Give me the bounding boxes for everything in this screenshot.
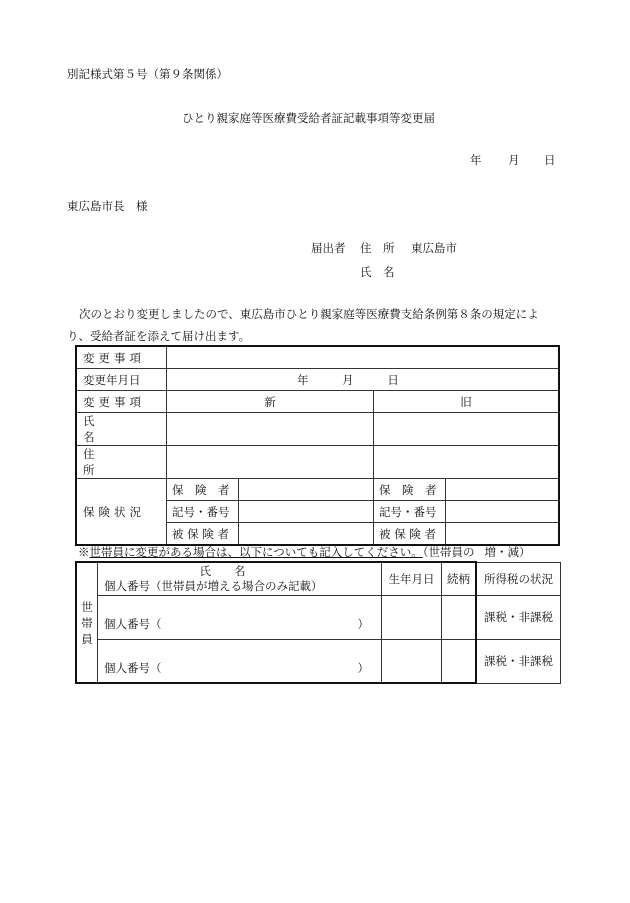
member-1-tax[interactable]: 課税・非課税 — [476, 595, 561, 639]
change-date-label: 変更年月日 — [76, 369, 167, 391]
col-old-header: 旧 — [374, 391, 560, 413]
note-underlined: 世帯員に変更がある場合は、以下についても記入してください。 — [89, 545, 423, 559]
name-label: 氏 名 — [360, 265, 395, 279]
insurer-old-field[interactable] — [446, 479, 560, 501]
address-value[interactable]: 東広島市 — [411, 241, 457, 255]
member-1-personal[interactable] — [98, 595, 382, 639]
date-day: 日 — [544, 153, 556, 167]
form-title: ひとり親家庭等医療費受給者証記載事項等変更届 — [182, 111, 435, 125]
address-new-field[interactable] — [167, 446, 374, 479]
change-date-day: 日 — [387, 372, 399, 387]
change-header-label: 変更事項 — [76, 391, 167, 413]
change-item-label: 変更事項 — [76, 346, 167, 369]
applicant-label: 届出者 — [311, 241, 346, 255]
body-line-1: 次のとおり変更しましたので、東広島市ひとり親家庭等医療費支給条例第８条の規定によ — [79, 307, 539, 321]
insurer-old-label: 保 険 者 — [374, 479, 446, 501]
symbol-new-field[interactable] — [239, 501, 374, 523]
insured-old-label: 被 保 険 者 — [374, 523, 446, 546]
address-old-field[interactable] — [374, 446, 560, 479]
member-2-tax[interactable]: 課税・非課税 — [476, 639, 561, 683]
addressee: 東広島市長 様 — [67, 199, 148, 213]
header-name-personal — [98, 562, 382, 595]
header-relation: 続柄 — [442, 562, 477, 595]
name-new-field[interactable] — [167, 413, 374, 446]
insured-new-field[interactable] — [239, 523, 374, 546]
header-personal: 個人番号（世帯員が増える場合のみ記載） — [104, 578, 323, 593]
address-row-label: 住 所 — [76, 446, 167, 479]
member-2-relation[interactable] — [442, 639, 477, 683]
form-id: 別記様式第５号（第９条関係） — [67, 67, 228, 81]
symbol-old-label: 記号・番号 — [374, 501, 446, 523]
household-note — [78, 544, 531, 560]
col-new-header: 新 — [167, 391, 374, 413]
member-1-personal-label: 個人番号（ — [104, 617, 162, 631]
member-2-birth[interactable] — [382, 639, 442, 683]
note-mark: ※ — [78, 545, 90, 559]
member-2-personal-label: 個人番号（ — [104, 660, 162, 675]
member-2-personal[interactable] — [98, 639, 382, 683]
insurer-new-field[interactable] — [239, 479, 374, 501]
change-date-year: 年 — [297, 372, 309, 387]
household-table — [75, 561, 561, 684]
member-1-birth[interactable] — [382, 595, 442, 639]
note-tail-options: 増・減） — [484, 545, 531, 559]
insured-old-field[interactable] — [446, 523, 560, 546]
header-name: 氏 名 — [199, 563, 246, 578]
change-table — [75, 345, 560, 546]
body-line-2: り、受給者証を添えて届け出ます。 — [67, 329, 251, 343]
change-date-field[interactable] — [167, 369, 560, 391]
member-1-close: ） — [357, 617, 369, 631]
change-item-field[interactable] — [167, 346, 560, 369]
change-date-month: 月 — [342, 372, 354, 387]
name-old-field[interactable] — [374, 413, 560, 446]
household-side-label: 世 帯 員 — [76, 562, 98, 683]
address-label: 住 所 — [360, 241, 395, 255]
name-row-label: 氏 名 — [76, 413, 167, 446]
insurance-row-label: 保険状況 — [76, 479, 167, 546]
insured-new-label: 被 保 険 者 — [167, 523, 239, 546]
date-month: 月 — [508, 153, 520, 167]
member-1-relation[interactable] — [442, 595, 477, 639]
symbol-old-field[interactable] — [446, 501, 560, 523]
header-birth: 生年月日 — [382, 562, 442, 595]
symbol-new-label: 記号・番号 — [167, 501, 239, 523]
header-tax: 所得税の状況 — [476, 562, 561, 595]
note-tail-open: （世帯員の — [422, 545, 475, 559]
date-year: 年 — [470, 153, 482, 167]
insurer-new-label: 保 険 者 — [167, 479, 239, 501]
member-2-close: ） — [357, 660, 369, 675]
